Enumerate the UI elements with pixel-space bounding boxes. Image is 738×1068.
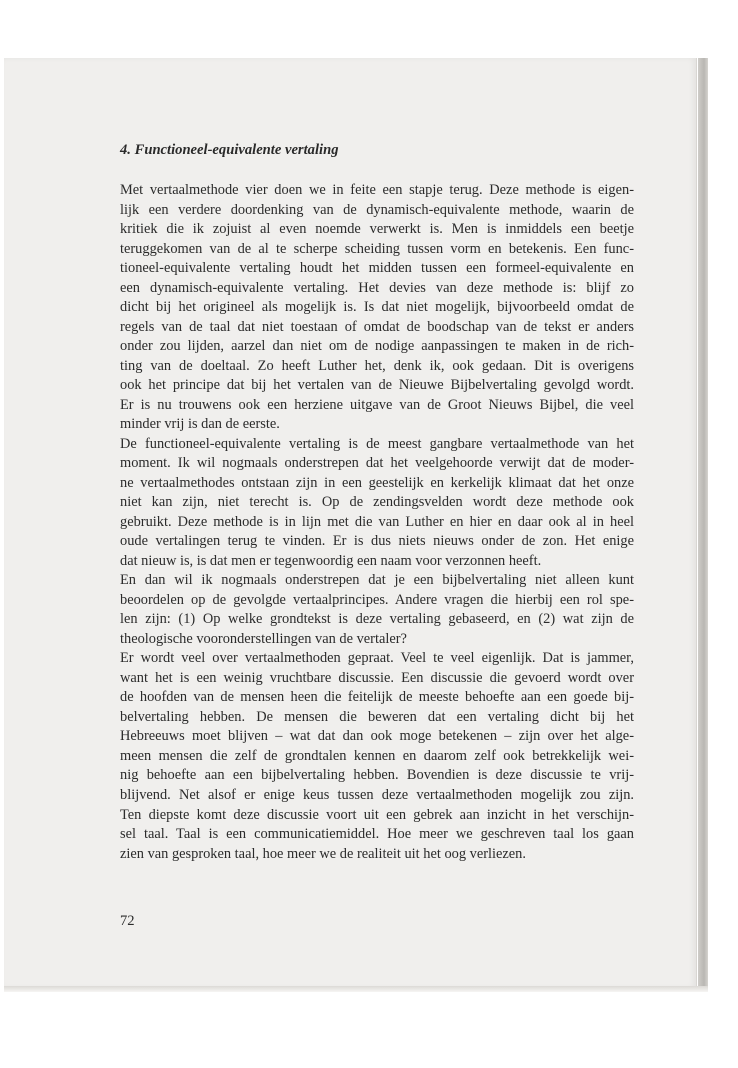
paragraph [120, 435, 634, 572]
text-line: Met vertaalmethode vier doen we in feite een stapje terug. Deze methode is eigen- [120, 182, 634, 198]
text-line: sel taal. Taal is een communicatiemiddel. Hoe meer we geschreven taal los gaan [120, 826, 634, 843]
text-line: Er is nu trouwens ook een herziene uitgave van de Groot Nieuws Bijbel, die veel [120, 396, 634, 413]
text-line: En dan wil ik nogmaals onderstrepen dat je een bijbelvertaling niet alleen kunt [120, 572, 634, 589]
text-line: nig behoefte aan een bijbelvertaling hebben. Bovendien is deze discussie te vrij- [120, 767, 634, 784]
text-line: want het is een weinig vruchtbare discussie. Een discussie die gevoerd wordt over [120, 669, 634, 686]
text-line: ting van de doeltaal. Zo heeft Luther het, denk ik, ook gedaan. Dit is overigens [120, 357, 634, 374]
paragraph [120, 649, 634, 864]
text-line: ook het principe dat bij het vertalen van de Nieuwe Bijbelvertaling gevolgd wordt. [120, 377, 634, 394]
text-line: belvertaling hebben. De mensen die beweren dat een vertaling dicht bij het [120, 708, 634, 725]
text-line: kritiek die ik zojuist al even noemde verwerkt is. Men is inmiddels een beetje [120, 221, 634, 238]
text-line: beoordelen op de gevolgde vertaalprincipes. Andere vragen die hierbij een rol spe- [120, 591, 634, 608]
text-line: gebruikt. Deze methode is in lijn met die van Luther en hier en daar ook al in heel [120, 513, 634, 530]
text-line: tioneel-equivalente vertaling houdt het midden tussen een formeel-equivalente en [120, 260, 634, 277]
text-line: minder vrij is dan de eerste. [120, 416, 280, 433]
text-line: onder zou lijden, aarzel dan niet om de nodige aanpassingen te maken in de rich- [120, 338, 634, 355]
page-bottom-edge [4, 986, 708, 992]
page-number: 72 [120, 913, 135, 929]
text-line: moment. Ik wil nogmaals onderstrepen dat het veelgehoorde verwijt dat de moder- [120, 455, 634, 472]
text-line: ne vertaalmethodes ontstaan zijn in een geestelijk en kerkelijk klimaat dat het onze [120, 474, 634, 491]
body-text [120, 181, 634, 864]
text-line: niet kan zijn, niet terecht is. Op de zendingsvelden wordt deze methode ook [120, 494, 634, 511]
text-line: blijvend. Net alsof er enige keus tussen deze vertaalmethoden mogelijk zou zijn. [120, 786, 634, 803]
text-line: zien van gesproken taal, hoe meer we de realiteit uit het oog verliezen. [120, 845, 526, 862]
text-line: Hebreeuws moet blijven – wat dat dan ook moge betekenen – zijn over het alge- [120, 728, 634, 745]
text-line: oude vertalingen terug te vinden. Er is dus niets nieuws onder de zon. Het enige [120, 533, 634, 550]
text-line: Ten diepste komt deze discussie voort uit een gebrek aan inzicht in het verschijn- [120, 806, 634, 823]
text-line: een dynamisch-equivalente vertaling. Het devies van deze methode is: blijf zo [120, 279, 634, 296]
text-line: meen mensen die zelf de grondtalen kennen en daarom zelf ook betrekkelijk wei- [120, 747, 634, 764]
text-line: dat nieuw is, is dat men er tegenwoordig een naam voor verzonnen heeft. [120, 552, 542, 569]
text-line: de hoofden van de mensen heen die feitelijk de meeste behoefte aan een goede bij- [120, 689, 634, 706]
text-line: teruggekomen van de al te scherpe scheiding tussen vorm en betekenis. Een func- [120, 240, 634, 257]
page-edge-shadow [698, 58, 708, 988]
text-line: theologische vooronderstellingen van de vertaler? [120, 630, 407, 647]
paragraph [120, 571, 634, 649]
section-heading: 4. Functioneel-equivalente vertaling [120, 142, 339, 158]
text-line: dicht bij het origineel als mogelijk is. Is dat niet mogelijk, bijvoorbeeld omdat de [120, 299, 634, 316]
text-line: De functioneel-equivalente vertaling is de meest gangbare vertaalmethode van het [120, 435, 634, 452]
paragraph [120, 181, 634, 435]
text-line: lijk een verdere doordenking van de dynamisch-equivalente methode, waarin de [120, 201, 634, 218]
text-line: Er wordt veel over vertaalmethoden gepraat. Veel te veel eigenlijk. Dat is jammer, [120, 650, 634, 667]
text-line: len zijn: (1) Op welke grondtekst is deze vertaling gebaseerd, en (2) wat zijn de [120, 611, 634, 628]
text-line: regels van de taal dat niet toestaan of omdat de boodschap van de tekst er anders [120, 318, 634, 335]
